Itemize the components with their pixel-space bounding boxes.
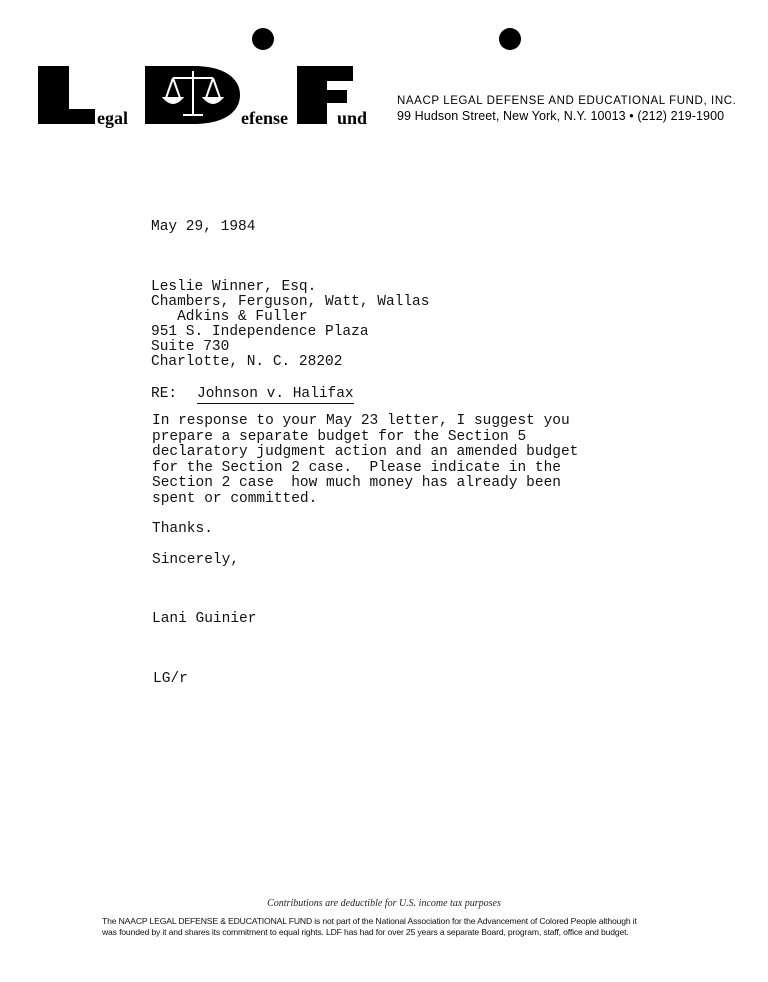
recipient-line: Charlotte, N. C. 28202 (151, 354, 343, 370)
body-line: Section 2 case how much money has already been (152, 475, 561, 491)
punch-hole-left (252, 28, 274, 50)
recipient-line: Leslie Winner, Esq. (151, 279, 317, 295)
body-line: declaratory judgment action and an amended budget (152, 444, 579, 460)
recipient-line: Suite 730 (151, 339, 230, 355)
punch-hole-right (499, 28, 521, 50)
recipient-line: Chambers, Ferguson, Watt, Wallas (151, 294, 430, 310)
re-label: RE: (151, 386, 178, 402)
svg-text:egal: egal (97, 108, 128, 128)
disclaimer-line: The NAACP LEGAL DEFENSE & EDUCATIONAL FUND is not part of the National Association for the Advancement of Colored People although it (102, 916, 637, 926)
body-line: prepare a separate budget for the Section 5 (152, 429, 527, 445)
signature-name: Lani Guinier (152, 611, 257, 627)
disclaimer-line: was founded by it and shares its commitment to equal rights. LDF has had for over 25 years a separate Board, program, staff, office and budget. (102, 927, 629, 937)
thanks: Thanks. (152, 521, 213, 537)
body-line: In response to your May 23 letter, I suggest you (152, 413, 570, 429)
recipient-line: 951 S. Independence Plaza (151, 324, 369, 340)
svg-text:und: und (337, 108, 368, 128)
recipient-line: Adkins & Fuller (151, 309, 308, 325)
org-name: NAACP LEGAL DEFENSE AND EDUCATIONAL FUND, INC. (397, 95, 737, 107)
letter-date: May 29, 1984 (151, 219, 256, 235)
ldf-logo (35, 62, 380, 130)
typist-initials: LG/r (153, 671, 188, 687)
svg-text:efense: efense (241, 108, 288, 128)
closing: Sincerely, (152, 552, 240, 568)
tax-note: Contributions are deductible for U.S. income tax purposes (267, 898, 501, 909)
body-line: spent or committed. (152, 491, 318, 507)
re-subject: Johnson v. Halifax (197, 386, 354, 402)
org-address: 99 Hudson Street, New York, N.Y. 10013 • (212) 219-1900 (397, 109, 725, 123)
body-line: for the Section 2 case. Please indicate in the (152, 460, 561, 476)
